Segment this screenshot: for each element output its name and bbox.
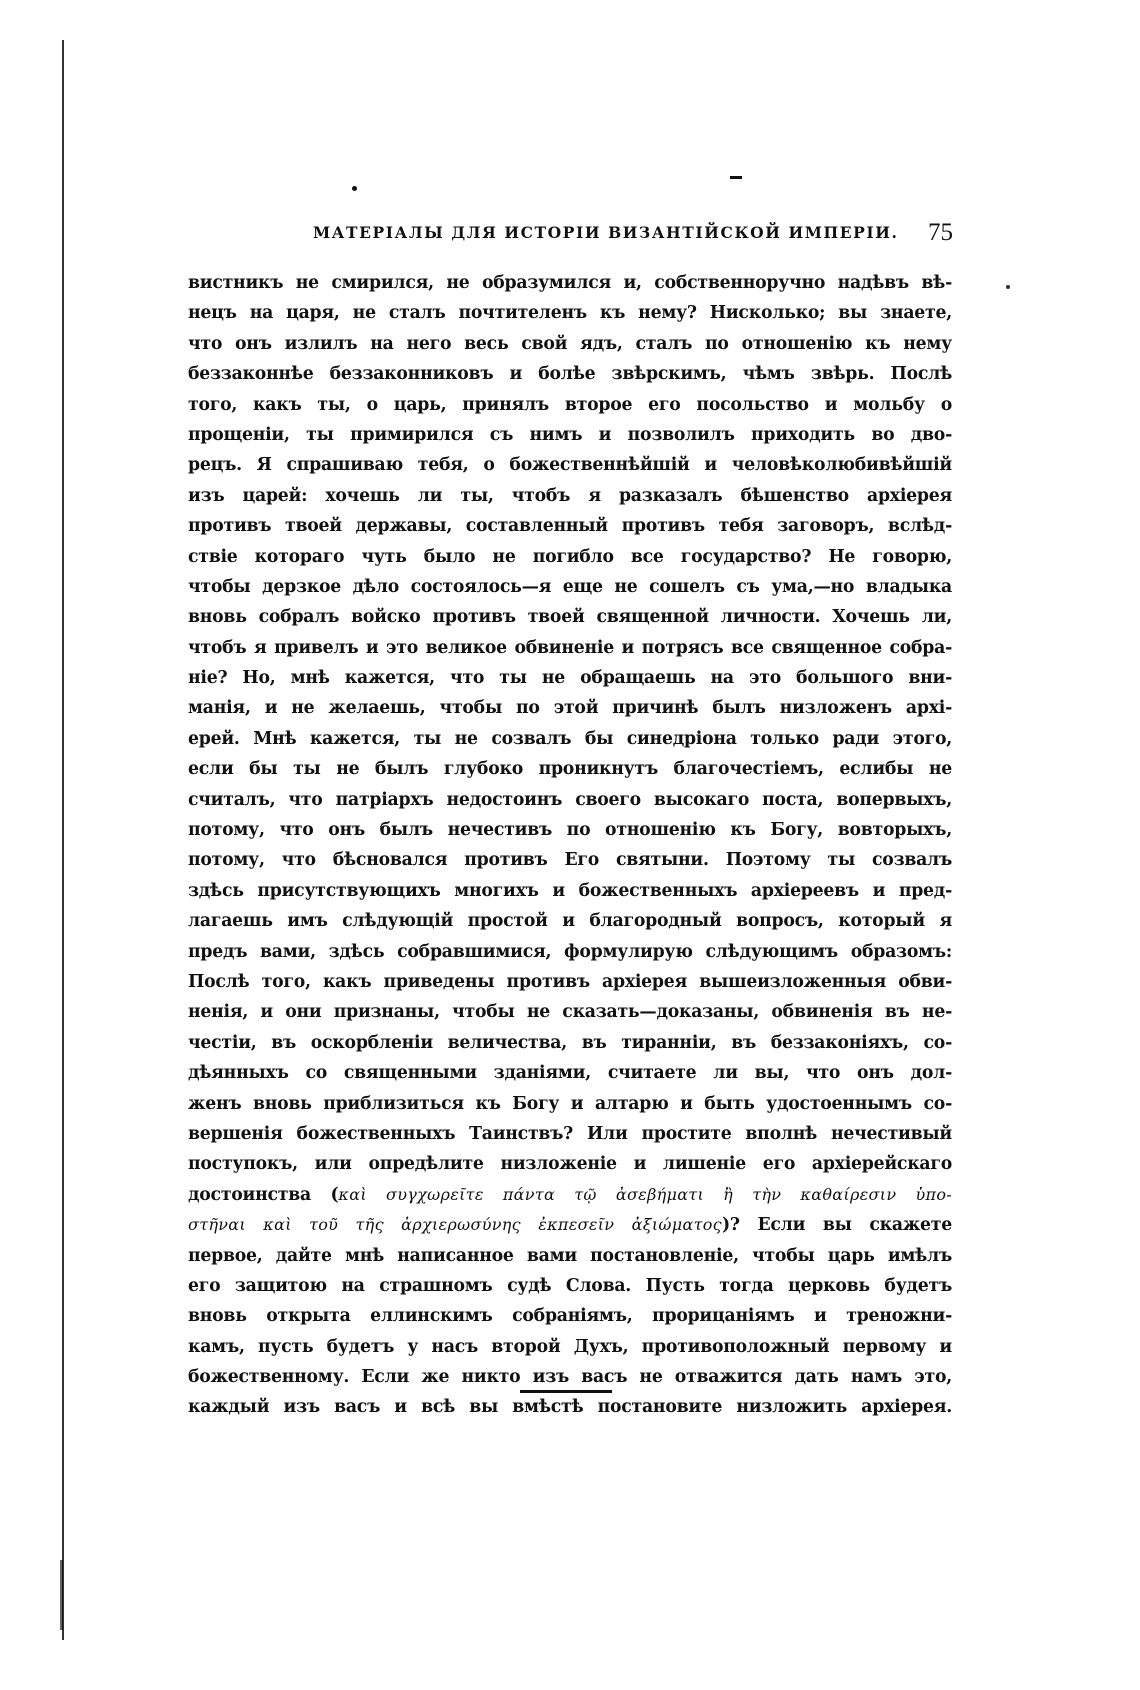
text-line: манія, и не желаешь, чтобы по этой причинѣ былъ низложенъ архі- xyxy=(188,698,952,719)
scan-left-edge-mark xyxy=(60,1560,63,1630)
page-body xyxy=(188,268,952,1423)
text-line-greek xyxy=(188,1210,952,1240)
text-line: потому, что бѣсновался противъ Его святыни. Поэтому ты созвалъ xyxy=(188,850,952,871)
text-line: ствіе котораго чуть было не погибло все государство? Не говорю, xyxy=(188,546,952,567)
text-line: чтобы дерзкое дѣло состоялось—я еще не сошелъ съ ума,—но владыка xyxy=(188,576,952,597)
greek-suffix: )? Если вы скажете xyxy=(721,1215,952,1236)
text-line: изъ царей: хочешь ли ты, чтобъ я разказалъ бѣшенство архіерея xyxy=(188,485,952,506)
text-line: камъ, пусть будетъ у насъ второй Духъ, противоположный первому и xyxy=(188,1336,952,1357)
text-line: чтобъ я привелъ и это великое обвиненіе и потрясъ все священное собра- xyxy=(188,637,952,658)
text-line: прощеніи, ты примирился съ нимъ и позволилъ приходить во дво- xyxy=(188,424,952,445)
text-line: предъ вами, здѣсь собравшимися, формулирую слѣдующимъ образомъ: xyxy=(188,941,952,962)
text-line: считалъ, что патріархъ недостоинъ своего высокаго поста, вопервыхъ, xyxy=(188,789,952,810)
scan-speck xyxy=(730,176,742,179)
section-end-rule xyxy=(520,1390,612,1393)
text-line: божественному. Если же никто изъ васъ не отважится дать намъ это, xyxy=(188,1367,952,1388)
text-line: каждый изъ васъ и всѣ вы вмѣстѣ постановите низложить архіерея. xyxy=(188,1397,952,1418)
scan-speck xyxy=(1006,285,1010,289)
text-line: вистникъ не смирился, не образумился и, собственноручно надѣвъ вѣ- xyxy=(188,273,952,293)
text-line: его защитою на страшномъ судѣ Слова. Пусть тогда церковь будетъ xyxy=(188,1275,952,1296)
text-line: здѣсь присутствующихъ многихъ и божественныхъ архіереевъ и пред- xyxy=(188,880,952,901)
scan-speck xyxy=(352,186,357,191)
text-line: женъ вновь приблизиться къ Богу и алтарю и быть удостоеннымъ со- xyxy=(188,1093,952,1114)
text-line: вновь собралъ войско противъ твоей священной личности. Хочешь ли, xyxy=(188,607,952,628)
text-line: того, какъ ты, о царь, принялъ второе его посольство и мольбу о xyxy=(188,394,952,415)
page-number: 75 xyxy=(928,219,953,246)
text-line: вершенія божественныхъ Таинствъ? Или простите вполнѣ нечестивый xyxy=(188,1123,952,1144)
greek-quote: καὶ συγχωρεῖτε πάντα τῷ ἀσεβήματι ἢ τὴν καθαίρεσιν ὑπο- xyxy=(338,1184,952,1204)
text-line: ненія, и они признаны, чтобы не сказать—доказаны, обвиненія въ не- xyxy=(188,1002,952,1023)
text-line: если бы ты не былъ глубоко проникнутъ благочестіемъ, еслибы не xyxy=(188,759,952,780)
text-line: поступокъ, или опредѣлите низложеніе и лишеніе его архіерейскаго xyxy=(188,1154,952,1175)
text-line: вновь открыта еллинскимъ собраніямъ, прорицаніямъ и треножни- xyxy=(188,1306,952,1327)
running-head: МАТЕРІАЛЫ ДЛЯ ИСТОРІИ ВИЗАНТІЙСКОЙ ИМПЕРІИ. xyxy=(313,223,899,242)
scan-left-edge xyxy=(62,40,64,1640)
text-line: дѣянныхъ со священными зданіями, считаете ли вы, что онъ дол- xyxy=(188,1063,952,1084)
text-line: противъ твоей державы, составленный противъ тебя заговоръ, вслѣд- xyxy=(188,516,952,537)
text-line: беззаконнѣе беззаконниковъ и болѣе звѣрскимъ, чѣмъ звѣрь. Послѣ xyxy=(188,364,952,385)
text-line: рецъ. Я спрашиваю тебя, о божественнѣйшій и человѣколюбивѣйшій xyxy=(188,455,952,476)
text-line: ерей. Мнѣ кажется, ты не созвалъ бы синедріона только ради этого, xyxy=(188,728,952,749)
page-header xyxy=(283,219,953,253)
text-line: Послѣ того, какъ приведены противъ архіерея вышеизложенныя обви- xyxy=(188,971,952,992)
text-line: потому, что онъ былъ нечестивъ по отношенію къ Богу, вовторыхъ, xyxy=(188,820,952,841)
text-line: первое, дайте мнѣ написанное вами постановленіе, чтобы царь имѣлъ xyxy=(188,1245,952,1266)
text-line: лагаешь имъ слѣдующій простой и благородный вопросъ, который я xyxy=(188,911,952,932)
text-line: ніе? Но, мнѣ кажется, что ты не обращаешь на это большого вни- xyxy=(188,668,952,689)
text-line-greek xyxy=(188,1180,952,1210)
text-line: что онъ излилъ на него весь свой ядъ, сталъ по отношенію къ нему xyxy=(188,333,952,354)
text-line: честіи, въ оскорбленіи величества, въ тиранніи, въ беззаконіяхъ, со- xyxy=(188,1032,952,1053)
greek-prefix: достоинства ( xyxy=(188,1184,339,1205)
greek-quote: στῆναι καὶ τοῦ τῆς ἀρχιερωσύνης ἐκπεσεῖν ἀξιώματος xyxy=(188,1215,722,1235)
text-line: нецъ на царя, не сталъ почтителенъ къ нему? Нисколько; вы знаете, xyxy=(188,303,952,324)
